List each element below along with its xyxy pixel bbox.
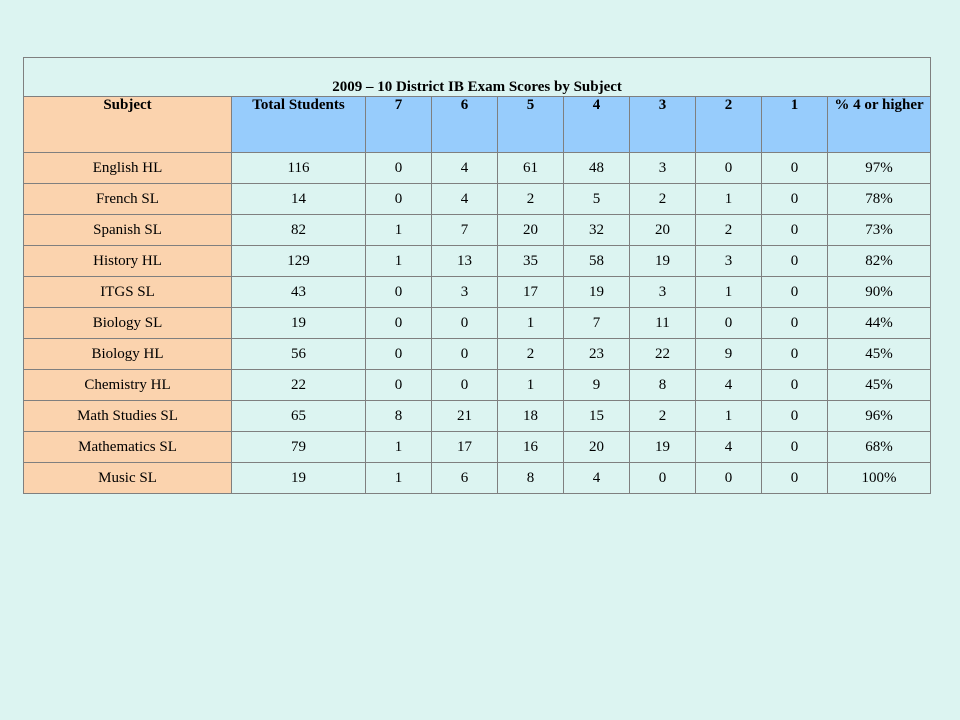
score-4-cell: 48 [564,153,630,184]
percent-cell: 100% [828,463,931,494]
subject-cell: Chemistry HL [24,370,232,401]
subject-cell: English HL [24,153,232,184]
score-2-cell: 4 [696,370,762,401]
percent-cell: 73% [828,215,931,246]
score-6-cell: 0 [432,339,498,370]
score-7-cell: 8 [366,401,432,432]
score-1-cell: 0 [762,401,828,432]
subject-cell: ITGS SL [24,277,232,308]
score-7-cell: 0 [366,277,432,308]
score-6-cell: 6 [432,463,498,494]
score-6-cell: 17 [432,432,498,463]
column-header-score-6: 6 [432,97,498,153]
title-row [24,58,931,97]
score-6-cell: 0 [432,308,498,339]
score-6-cell: 7 [432,215,498,246]
total-students-cell: 19 [232,308,366,339]
score-2-cell: 0 [696,463,762,494]
score-6-cell: 13 [432,246,498,277]
score-1-cell: 0 [762,184,828,215]
score-4-cell: 7 [564,308,630,339]
total-students-cell: 43 [232,277,366,308]
score-5-cell: 16 [498,432,564,463]
score-7-cell: 0 [366,339,432,370]
subject-cell: Math Studies SL [24,401,232,432]
score-6-cell: 4 [432,184,498,215]
total-students-cell: 22 [232,370,366,401]
score-5-cell: 17 [498,277,564,308]
score-7-cell: 0 [366,153,432,184]
percent-cell: 90% [828,277,931,308]
score-2-cell: 1 [696,277,762,308]
score-6-cell: 4 [432,153,498,184]
percent-cell: 44% [828,308,931,339]
percent-cell: 68% [828,432,931,463]
score-2-cell: 9 [696,339,762,370]
score-2-cell: 0 [696,308,762,339]
table-row [24,401,931,432]
header-row [24,97,931,153]
table-row [24,463,931,494]
subject-cell: History HL [24,246,232,277]
subject-cell: Spanish SL [24,215,232,246]
total-students-cell: 14 [232,184,366,215]
score-5-cell: 2 [498,339,564,370]
total-students-cell: 82 [232,215,366,246]
score-2-cell: 3 [696,246,762,277]
score-7-cell: 0 [366,184,432,215]
score-4-cell: 58 [564,246,630,277]
total-students-cell: 116 [232,153,366,184]
table-row [24,432,931,463]
table-title: 2009 – 10 District IB Exam Scores by Subject [24,58,931,97]
percent-cell: 96% [828,401,931,432]
score-1-cell: 0 [762,246,828,277]
score-5-cell: 2 [498,184,564,215]
score-2-cell: 1 [696,184,762,215]
score-5-cell: 20 [498,215,564,246]
subject-cell: Mathematics SL [24,432,232,463]
score-5-cell: 35 [498,246,564,277]
score-1-cell: 0 [762,153,828,184]
score-4-cell: 15 [564,401,630,432]
subject-cell: Music SL [24,463,232,494]
score-3-cell: 8 [630,370,696,401]
column-header-subject: Subject [24,97,232,153]
score-1-cell: 0 [762,370,828,401]
score-7-cell: 0 [366,308,432,339]
score-5-cell: 61 [498,153,564,184]
score-7-cell: 0 [366,370,432,401]
score-2-cell: 2 [696,215,762,246]
score-1-cell: 0 [762,277,828,308]
table-row [24,215,931,246]
score-6-cell: 0 [432,370,498,401]
score-3-cell: 2 [630,184,696,215]
table-row [24,246,931,277]
percent-cell: 78% [828,184,931,215]
total-students-cell: 56 [232,339,366,370]
score-3-cell: 2 [630,401,696,432]
score-3-cell: 11 [630,308,696,339]
score-4-cell: 20 [564,432,630,463]
score-1-cell: 0 [762,463,828,494]
percent-cell: 45% [828,339,931,370]
total-students-cell: 65 [232,401,366,432]
total-students-cell: 19 [232,463,366,494]
score-4-cell: 23 [564,339,630,370]
score-1-cell: 0 [762,215,828,246]
score-2-cell: 1 [696,401,762,432]
percent-cell: 82% [828,246,931,277]
score-2-cell: 0 [696,153,762,184]
table-row [24,339,931,370]
score-3-cell: 22 [630,339,696,370]
score-1-cell: 0 [762,308,828,339]
score-7-cell: 1 [366,246,432,277]
score-4-cell: 19 [564,277,630,308]
score-3-cell: 19 [630,432,696,463]
table-row [24,153,931,184]
score-3-cell: 3 [630,277,696,308]
score-5-cell: 1 [498,308,564,339]
table-row [24,277,931,308]
score-4-cell: 4 [564,463,630,494]
score-2-cell: 4 [696,432,762,463]
scores-table [23,57,931,494]
subject-cell: Biology HL [24,339,232,370]
score-4-cell: 9 [564,370,630,401]
score-1-cell: 0 [762,339,828,370]
column-header-score-7: 7 [366,97,432,153]
percent-cell: 97% [828,153,931,184]
score-7-cell: 1 [366,215,432,246]
score-4-cell: 5 [564,184,630,215]
score-3-cell: 20 [630,215,696,246]
percent-cell: 45% [828,370,931,401]
subject-cell: Biology SL [24,308,232,339]
score-1-cell: 0 [762,432,828,463]
column-header-score-1: 1 [762,97,828,153]
table-row [24,308,931,339]
column-header-total-students: Total Students [232,97,366,153]
column-header-score-3: 3 [630,97,696,153]
score-4-cell: 32 [564,215,630,246]
table-row [24,370,931,401]
score-7-cell: 1 [366,463,432,494]
score-3-cell: 3 [630,153,696,184]
score-5-cell: 18 [498,401,564,432]
column-header-score-2: 2 [696,97,762,153]
score-7-cell: 1 [366,432,432,463]
score-5-cell: 8 [498,463,564,494]
score-5-cell: 1 [498,370,564,401]
column-header-score-4: 4 [564,97,630,153]
subject-cell: French SL [24,184,232,215]
column-header-percent-4-or-higher: % 4 or higher [828,97,931,153]
score-6-cell: 3 [432,277,498,308]
table-row [24,184,931,215]
column-header-score-5: 5 [498,97,564,153]
total-students-cell: 79 [232,432,366,463]
score-3-cell: 0 [630,463,696,494]
score-3-cell: 19 [630,246,696,277]
total-students-cell: 129 [232,246,366,277]
score-6-cell: 21 [432,401,498,432]
